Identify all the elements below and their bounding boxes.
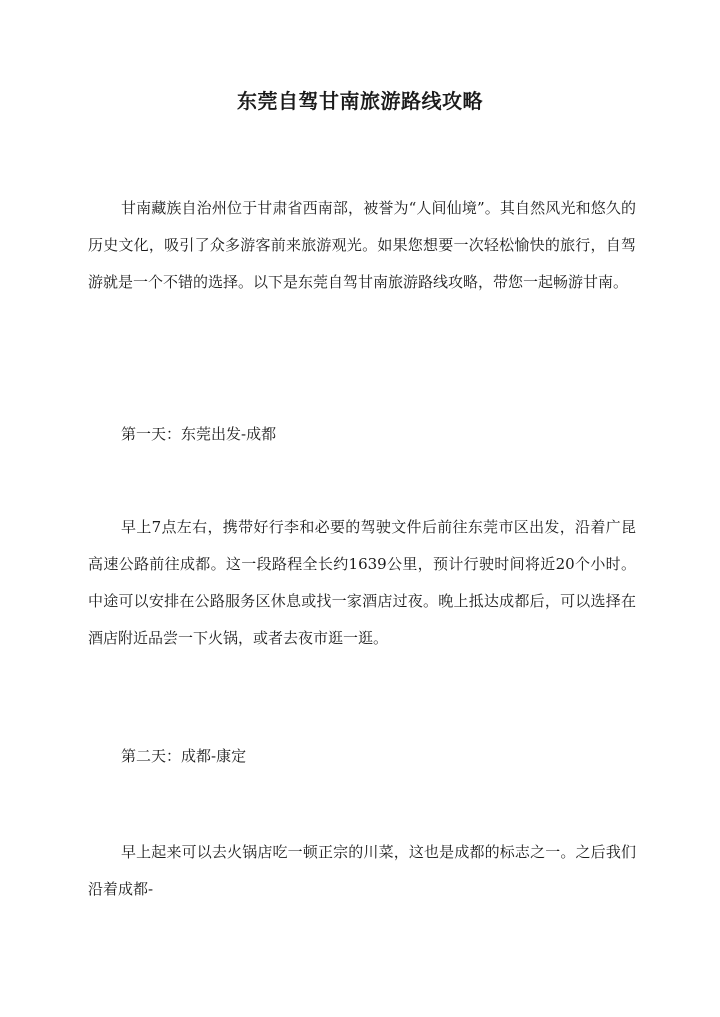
day2-paragraph: 早上起来可以去火锅店吃一顿正宗的川菜，这也是成都的标志之一。之后我们沿着成都- [88, 843, 636, 898]
document-title: 东莞自驾甘南旅游路线攻略 [237, 89, 483, 113]
day2-heading: 第二天：成都-康定 [121, 747, 247, 765]
day1-paragraph: 早上7点左右，携带好行李和必要的驾驶文件后前往东莞市区出发，沿着广昆高速公路前往成都。这一段路程全长约1639公里，预计行驶时间将近20个小时。中途可以安排在公路服务区休息或找一家酒店过夜。晚上抵达成都后，可以选择在酒店附近品尝一下火锅，或者去夜市逛一逛。 [88, 518, 636, 647]
day1-heading: 第一天：东莞出发-成都 [121, 425, 277, 443]
intro-paragraph: 甘南藏族自治州位于甘肃省西南部，被誉为“人间仙境”。其自然风光和悠久的历史文化，吸引了众多游客前来旅游观光。如果您想要一次轻松愉快的旅行，自驾游就是一个不错的选择。以下是东莞自驾甘南旅游路线攻略，带您一起畅游甘南。 [88, 199, 636, 291]
